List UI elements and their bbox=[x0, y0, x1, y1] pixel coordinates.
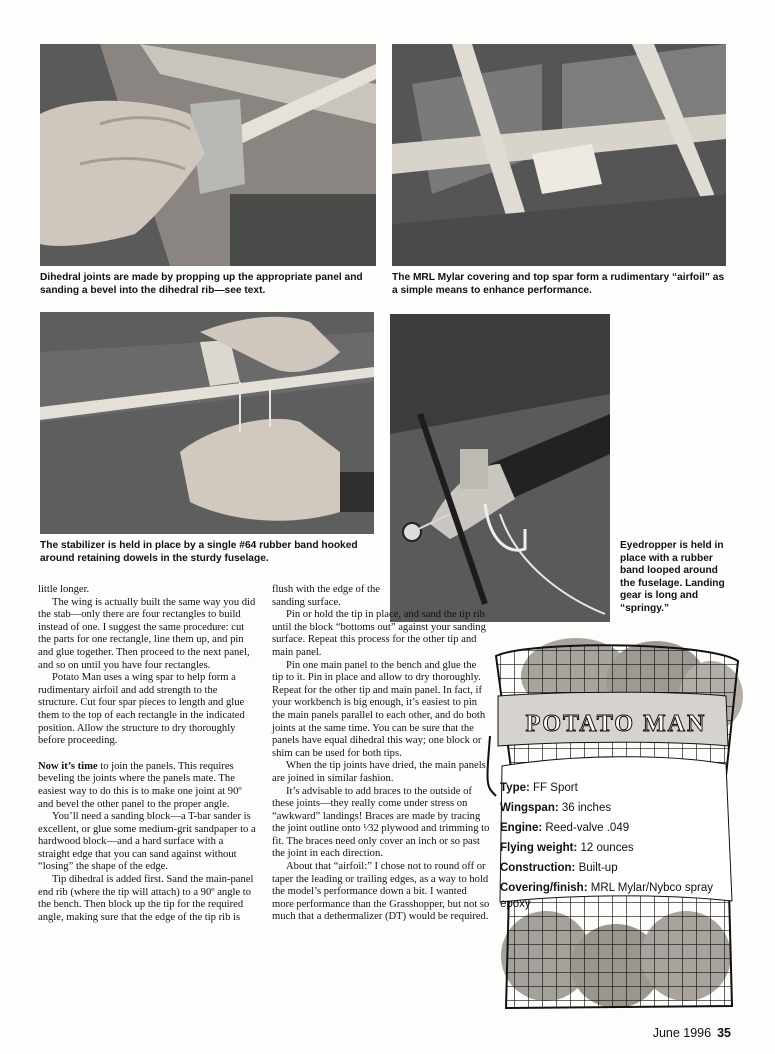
photo-stabilizer bbox=[40, 312, 374, 534]
photo-engine bbox=[390, 314, 610, 622]
spec-row-wingspan bbox=[500, 800, 740, 816]
page-number: 35 bbox=[717, 1026, 731, 1040]
paragraph-text: to join the panels. This requires beveling the joints where the panels mate. The easiest way to do this is to make one joint at 90º and bevel the other panel to the proper angle. bbox=[38, 760, 242, 810]
article-column-2 bbox=[272, 584, 490, 924]
spec-key: Wingspan: bbox=[500, 802, 559, 814]
paragraph: Potato Man uses a wing spar to help form a rudimentary airfoil and add strength to the structure. Cut four spar pieces to length and glue them to the top of each rectangle in the indicated position. Allow the structure to dry thoroughly before proceeding. bbox=[38, 672, 245, 747]
article-column-1 bbox=[38, 584, 256, 924]
issue-date: June 1996 bbox=[652, 1026, 712, 1040]
spec-row-covering bbox=[500, 880, 730, 912]
paragraph: About that “airfoil:” I chose not to round off or taper the leading or trailing edges, as a way to hold the model’s performance down a bit. I wanted more performance than the Grasshopper, but not so much that a dethermalizer (DT) would be required. bbox=[272, 861, 490, 923]
paragraph: You’ll need a sanding block—a T-bar sander is excellent, or glue some medium-grit sandpaper to a hardwood block—and a hard surface with a straight edge that you can sand against without “losing” the shape of the edge. bbox=[38, 811, 256, 873]
spec-row-type bbox=[500, 780, 740, 796]
spec-value: 12 ounces bbox=[580, 842, 634, 854]
caption-photo3: The stabilizer is held in place by a single #64 rubber band hooked around retaining dowels in the sturdy fuselage. bbox=[40, 540, 358, 564]
spec-key: Type: bbox=[500, 782, 530, 794]
paragraph: When the tip joints have dried, the main panels are joined in similar fashion. bbox=[272, 760, 486, 784]
spec-key: Engine: bbox=[500, 822, 543, 834]
section-lead: Now it’s time bbox=[38, 760, 98, 772]
paragraph bbox=[38, 761, 256, 811]
spec-row-construction bbox=[500, 860, 740, 876]
spec-key: Flying weight: bbox=[500, 842, 578, 854]
paragraph: Pin one main panel to the bench and glue the tip to it. Pin in place and allow to dry thoroughly. Repeat for the other tip and main panel. In fact, if your workbench is big enough, it’s easiest to pin the main panels parallel to each other, and do both joints at the same time. You can be sure that the panels have equal dihedral this way; one block or shim can be used for both tips. bbox=[272, 659, 486, 759]
spec-row-engine bbox=[500, 820, 740, 836]
paragraph: Pin or hold the tip in place, and sand the tip rib until the block “bottoms out” against your sanding surface. Repeat this process for the other tip and main panel. bbox=[272, 609, 486, 658]
page-footer bbox=[653, 1026, 731, 1040]
caption-photo2: The MRL Mylar covering and top spar form a rudimentary “airfoil” as a simple means to enhance performance. bbox=[392, 272, 725, 296]
paragraph: It’s advisable to add braces to the outside of these joints—they really come under stress on “awkward” landings! Braces are made by tracing the joint outline onto ¹⁄32 plywood and trimming to fit. The braces need only cover an inch or so past the joint in each direction. bbox=[272, 785, 490, 860]
caption-photo1: Dihedral joints are made by propping up the appropriate panel and sanding a bevel into the dihedral rib—see text. bbox=[40, 272, 363, 296]
paragraph: Tip dihedral is added first. Sand the main-panel end rib (where the tip will attach) to a 90º angle to the bench. Then block up the tip for the required angle, making sure that the edge of the tip rib is bbox=[38, 874, 254, 923]
spec-value: FF Sport bbox=[533, 782, 578, 794]
spec-value: 36 inches bbox=[561, 802, 612, 814]
spec-value: Built-up bbox=[578, 862, 618, 874]
spec-key: Construction: bbox=[500, 862, 576, 874]
spec-list bbox=[500, 780, 740, 912]
paragraph: little longer. bbox=[38, 584, 90, 595]
photo-wing-covering bbox=[392, 44, 726, 266]
caption-photo4: Eyedropper is held in place with a rubber band looped around the fuselage. Landing gear is long and “springy.” bbox=[620, 540, 725, 614]
photo-dihedral-sanding bbox=[40, 44, 376, 266]
bag-label: POTATO MAN bbox=[525, 711, 707, 737]
spec-row-weight bbox=[500, 840, 740, 856]
spec-value: Reed-valve .049 bbox=[545, 822, 630, 834]
spec-value: MRL Mylar/Nybco spray epoxy bbox=[500, 882, 714, 910]
paragraph: flush with the edge of the sanding surface. bbox=[272, 584, 380, 608]
spec-key: Covering/finish: bbox=[500, 882, 588, 894]
paragraph: The wing is actually built the same way you did the stab—only there are four rectangles to build instead of one. I suggest the same procedure: cut the parts for one rectangle, line them up, and pin and glue together. Then proceed to the next panel, and so on until you have four rectangles. bbox=[38, 596, 256, 671]
